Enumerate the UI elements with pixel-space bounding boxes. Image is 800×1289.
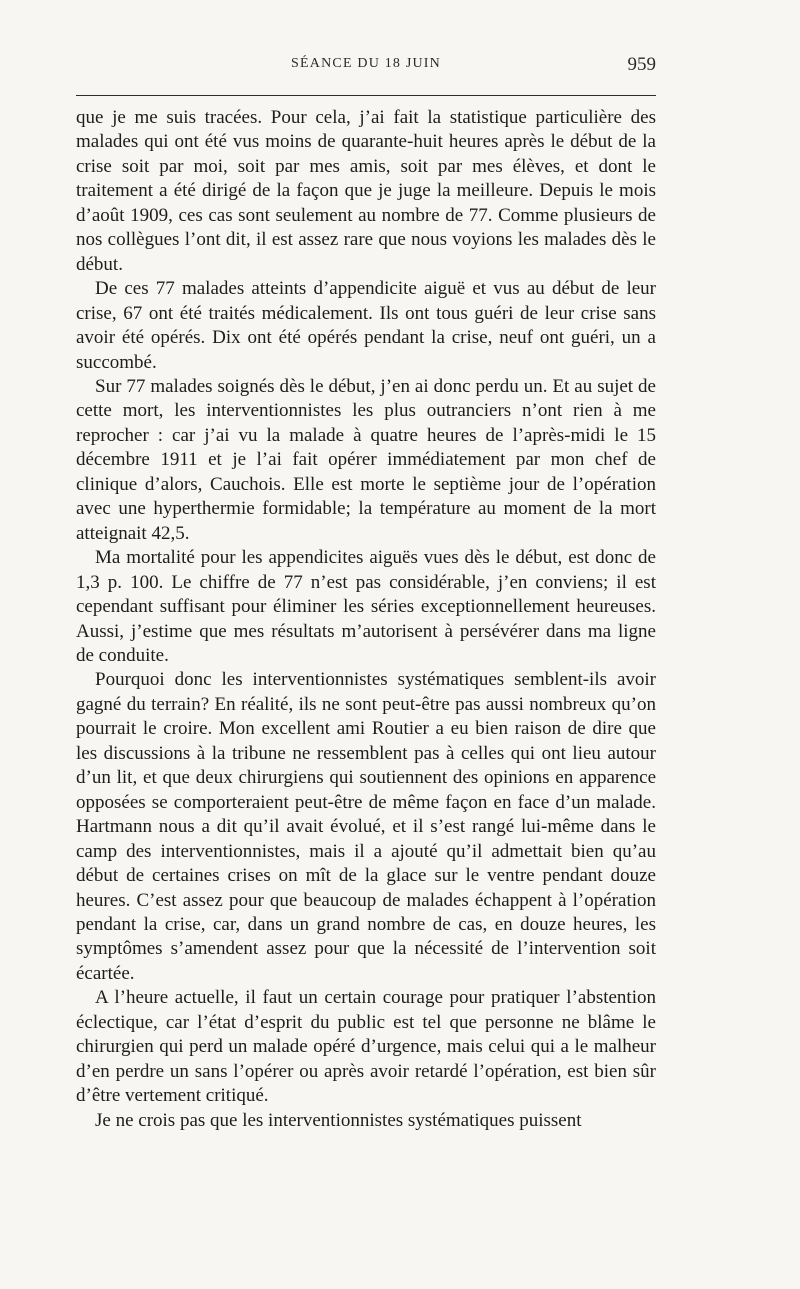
header-rule [76,95,656,96]
running-head-title: SÉANCE DU 18 JUIN [291,56,441,71]
paragraph-continuation: que je me suis tracées. Pour cela, j’ai fait la statistique particulière des malades qui ont été vus moins de quarante-huit heures après le début de la crise soit par moi, soit par mes amis, soit par mes élèves, et dont le traitement a été dirigé de la façon que je juge la meilleure. Depuis le mois d’août 1909, ces cas sont seulement au nombre de 77. Comme plusieurs de nos collègues l’ont dit, il est assez rare que nous voyions les malades dès le début. [76,107,656,275]
paragraph-case-count: De ces 77 malades atteints d’appendicite aiguë et vus au début de leur crise, 67 ont été traités médicalement. Ils ont tous guéri de leur crise sans avoir été opérés. Dix ont été opérés pendant la crise, neuf ont guéri, un a succombé. [76,278,656,373]
paragraph-mortality-rate: Ma mortalité pour les appendicites aiguës vues dès le début, est donc de 1,3 p. 100. Le chiffre de 77 n’est pas considérable, j’en conviens; il est cependant suffisant pour éliminer les séries exceptionnellement heureuses. Aussi, j’estime que mes résultats m’autorisent à persévérer dans ma ligne de conduite. [76,547,656,666]
paragraph-eclectic-abstention: A l’heure actuelle, il faut un certain courage pour pratiquer l’abstention éclectique, car l’état d’esprit du public est tel que personne ne blâme le chirurgien qui perd un malade opéré d’urgence, mais celui qui a le malheur d’en perdre un sans l’opérer ou après avoir retardé l’opération, est bien sûr d’être vertement critiqué. [76,987,656,1107]
page-number: 959 [627,54,656,75]
paragraph-single-death: Sur 77 malades soignés dès le début, j’en ai donc perdu un. Et au sujet de cette mort, les interventionnistes les plus outranciers n’ont rien à me reprocher : car j’ai vu la malade à quatre heures de l’après-midi le 15 décembre 1911 et je l’ai fait opérer immédiatement par mon chef de clinique d’alors, Cauchois. Elle est morte le septième jour de l’opération avec une hyperthermie formidable; la température au moment de la mort atteignait 42,5. [76,375,656,544]
body-text [76,106,656,1133]
paragraph-interventionists: Pourquoi donc les interventionnistes systématiques semblent-ils avoir gagné du terrain? En réalité, ils ne sont peut-être pas aussi nombreux qu’on pourrait le croire. Mon excellent ami Routier a eu bien raison de dire que les discussions à la tribune ne ressemblent pas à celles qui ont lieu autour d’un lit, et que deux chirurgiens qui soutiennent des opinions en apparence opposées se comporteraient peut-être de même façon en face d’un malade. Hartmann nous a dit qu’il avait évolué, et il s’est rangé lui-même dans le camp des interventionnistes, mais il a ajouté qu’il admettait bien qu’au début de certaines crises on mît de la glace sur le ventre pendant douze heures. C’est assez pour que beaucoup de malades échappent à l’opération pendant la crise, car, dans un grand nombre de cas, en douze heures, les symptômes s’amendent assez pour que la nécessité de l’intervention soit écartée. [76,669,656,984]
paragraph-final-line: Je ne crois pas que les interventionnistes systématiques puissent [95,1109,582,1131]
running-head [76,56,656,84]
